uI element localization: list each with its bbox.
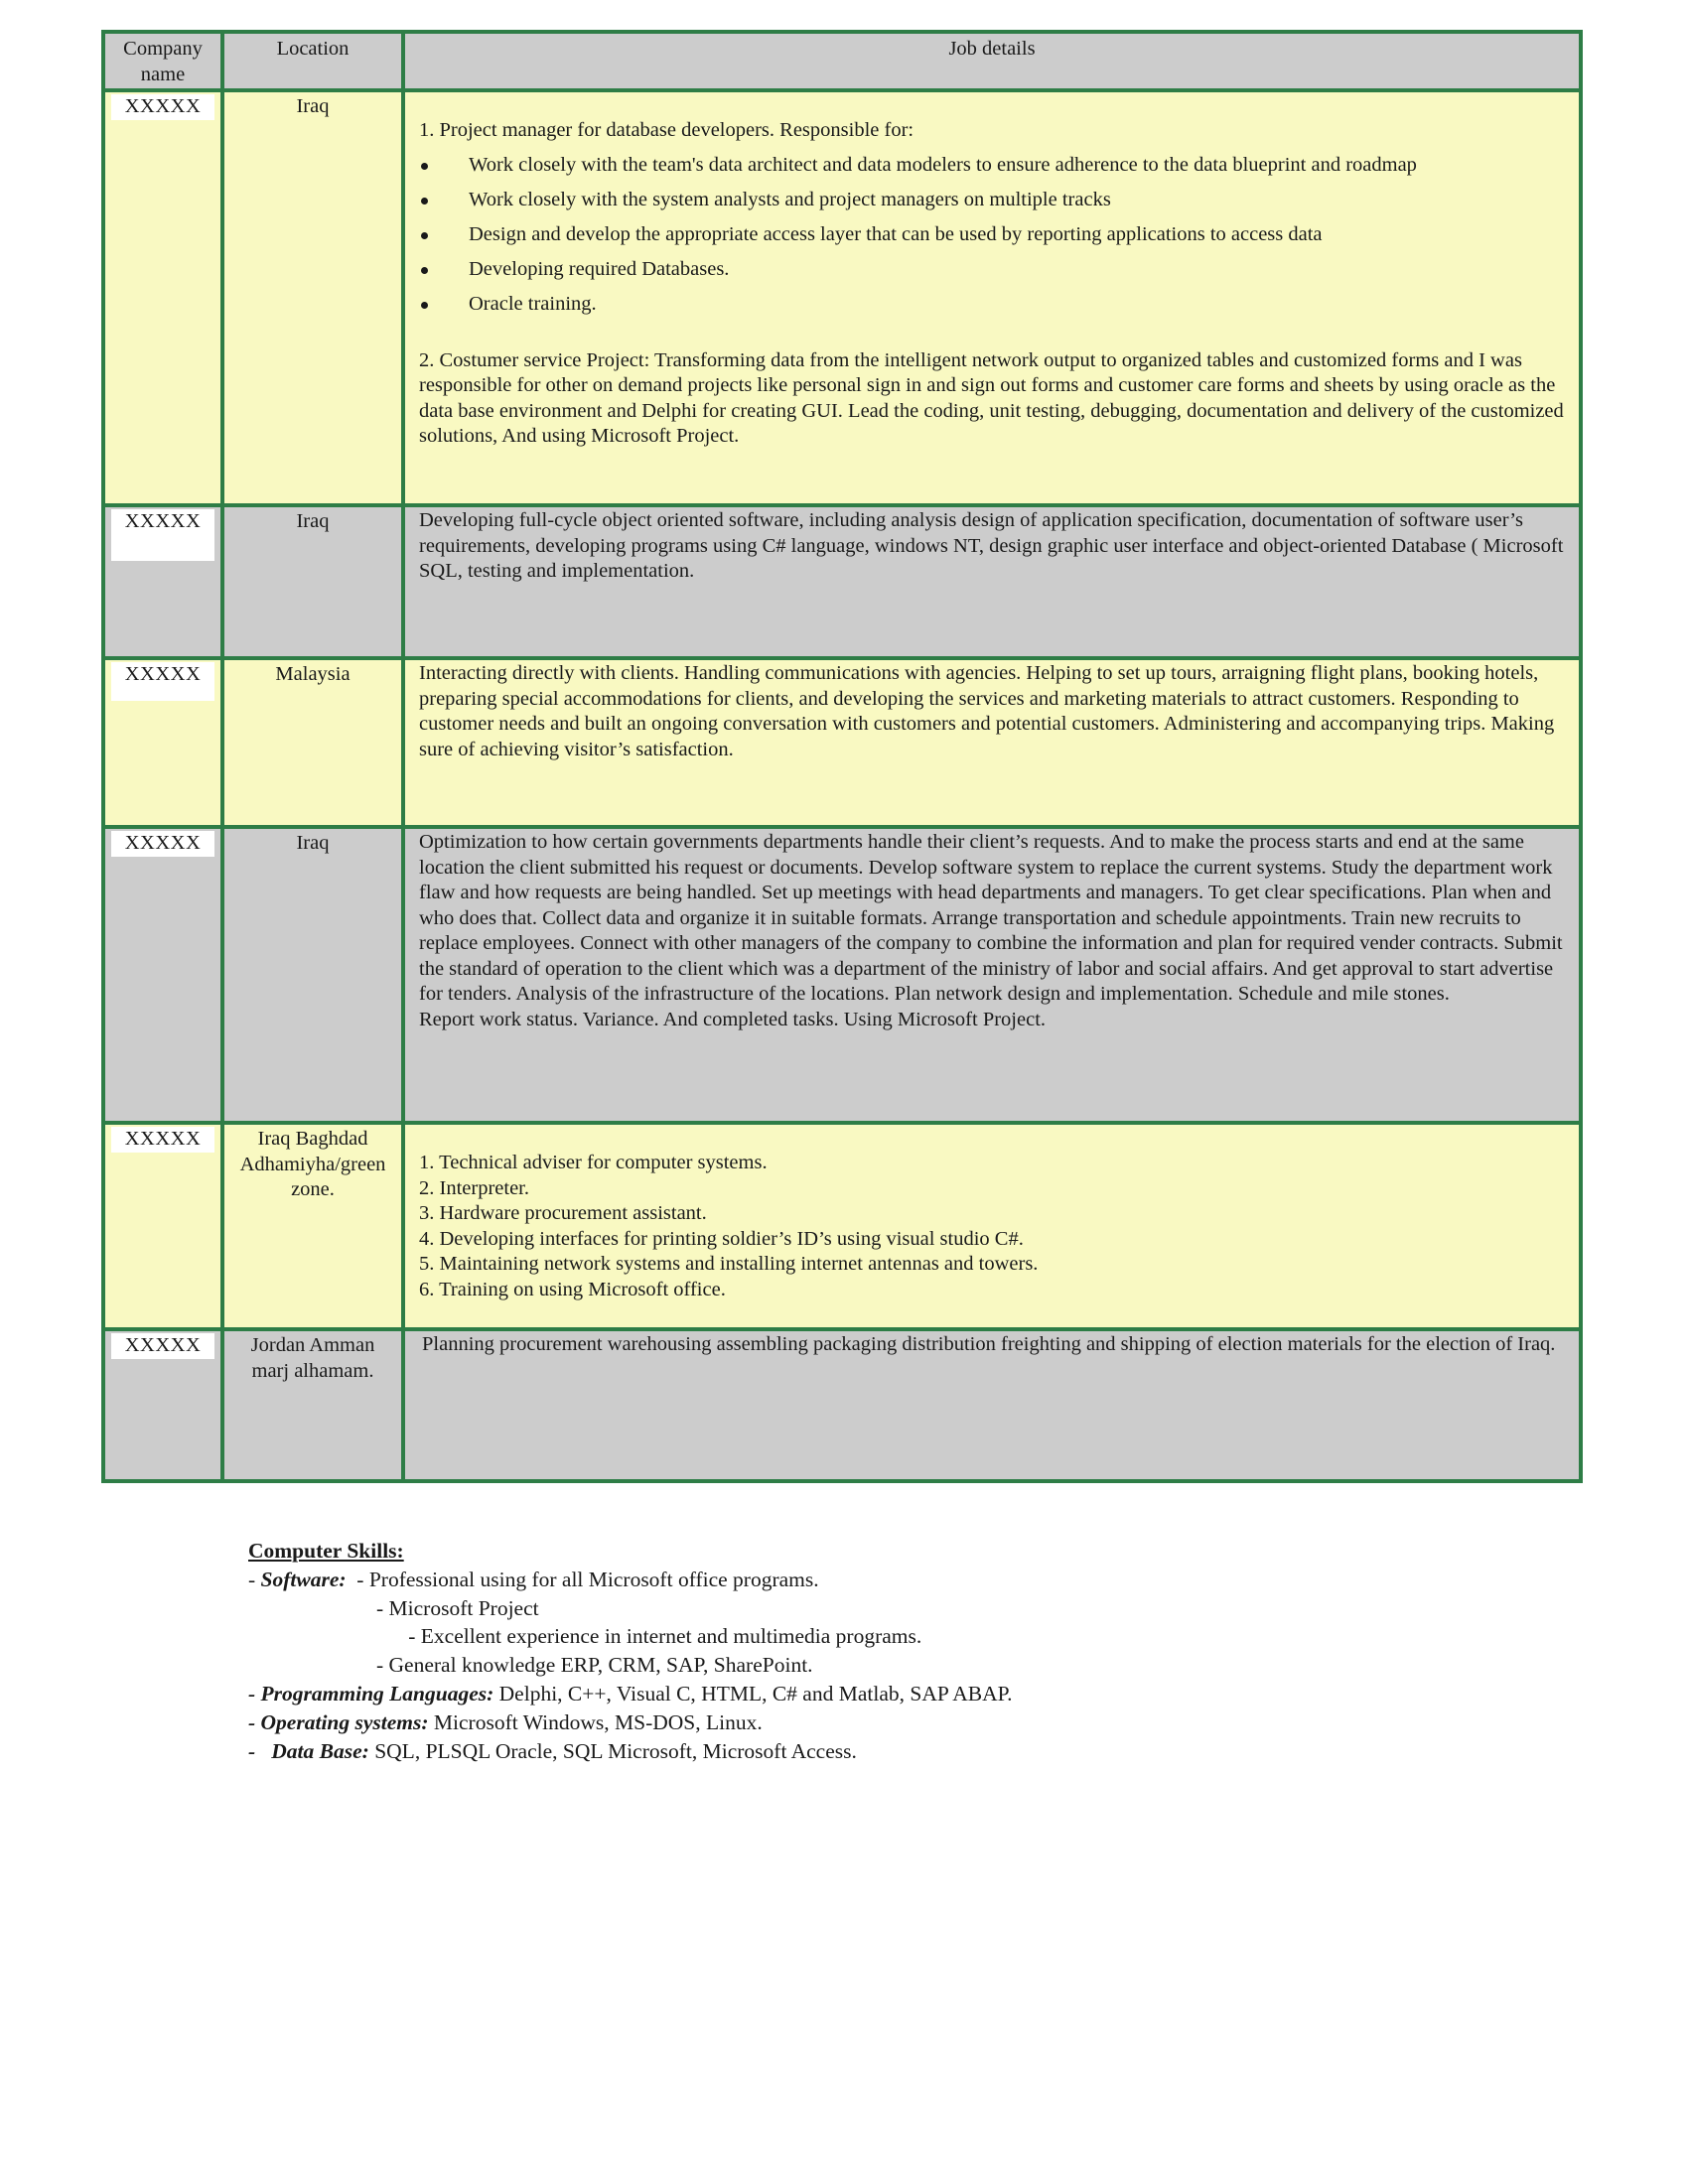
job-details-cell [403,827,1581,1123]
job-paragraph: Planning procurement warehousing assembling packaging distribution freighting and shipping of election materials for the election of Iraq. [422,1333,1556,1355]
list-item: 5. Maintaining network systems and installing internet antennas and towers. [419,1253,1039,1275]
os-value: Microsoft Windows, MS-DOS, Linux. [428,1709,763,1734]
job-details-cell [403,1329,1581,1481]
job-paragraph: Optimization to how certain governments departments handle their client’s requests. And to make the process starts and end at the same location the client submitted his request or documents. Develop software system to replace the current systems. Study the department work flaw and how requests are being handled. Set up meetings with head departments and managers. To get clear specifications. Plan when and who does that. Collect data and organize it in suitable formats. Arrange transportation and schedule appointments. Train new recruits to replace employees. Connect with other managers of the company to combine the information and plan for required vender contracts. Submit the standard of operation to the client which was a department of the ministry of labor and social affairs. And get approval to start advertise for tenders. Analysis of the infrastructure of the locations. Plan network design and implementation. Schedule and mile stones. [419,831,1563,1005]
job-paragraph: Interacting directly with clients. Handling communications with agencies. Helping to set up tours, arraigning flight plans, booking hotels, preparing special accommodations for clients, and developing the services and marketing materials to attract customers. Responding to customer needs and built an ongoing conversation with customers and potential customers. Administering and accompanying trips. Making sure of achieving visitor’s satisfaction. [419,662,1555,760]
software-line [248,1566,1539,1594]
job-details-cell [403,505,1581,658]
company-cell [103,827,222,1123]
job-details-cell [403,1123,1581,1329]
header-location: Location [222,32,403,90]
software-item: - General knowledge ERP, CRM, SAP, SharePoint. [248,1653,813,1678]
location-cell: Jordan Amman marj alhamam. [222,1329,403,1481]
table-row [103,827,1581,1123]
company-name: XXXXX [111,94,214,120]
software-label: Software: [260,1567,347,1591]
location-cell: Iraq Baghdad Adhamiyha/green zone. [222,1123,403,1329]
company-cell [103,505,222,658]
list-item: Oracle training. [419,292,1567,318]
table-row [103,1123,1581,1329]
job-paragraph: 2. Costumer service Project: Transforming data from the intelligent network output to organized tables and customized forms and I was responsible for other on demand projects like personal sign in and sign out forms and customer care forms and sheets by using oracle as the data base environment and Delphi for creating GUI. Lead the coding, unit testing, debugging, documentation and delivery of the customized solutions, And using Microsoft Project. [419,348,1564,448]
duties-list [419,1151,1567,1302]
software-prefix: - [248,1567,261,1591]
list-item: 3. Hardware procurement assistant. [419,1202,707,1224]
location-cell: Malaysia [222,658,403,827]
company-name: XXXXX [111,1333,214,1359]
table-row [103,1329,1581,1481]
list-item: 1. Technical adviser for computer systems. [419,1152,768,1173]
header-company: Company name [103,32,222,90]
company-cell [103,90,222,505]
database-label: - Data Base: [248,1738,369,1763]
job-paragraph: Developing full-cycle object oriented software, including analysis design of application specification, documentation of software user’s requirements, developing programs using C# language, windows NT, design graphic user interface and object-oriented Database ( Microsoft SQL, testing and implementation. [419,509,1564,582]
job-intro: 1. Project manager for database developers. Responsible for: [419,119,914,141]
software-item: - Professional using for all Microsoft office programs. [346,1567,819,1591]
database-value: SQL, PLSQL Oracle, SQL Microsoft, Microsoft Access. [368,1738,857,1763]
table-row [103,658,1581,827]
company-cell [103,658,222,827]
responsibility-list [419,153,1567,318]
computer-skills-section [248,1537,1539,1765]
os-label: - Operating systems: [248,1709,429,1734]
location-cell: Iraq [222,827,403,1123]
list-item: Work closely with the team's data architect and data modelers to ensure adherence to the data blueprint and roadmap [419,153,1567,179]
company-cell [103,1123,222,1329]
section-title: Computer Skills: [248,1539,404,1563]
job-history-table [101,30,1583,1483]
job-details-cell [403,658,1581,827]
software-item: - Microsoft Project [248,1595,539,1620]
programming-value: Delphi, C++, Visual C, HTML, C# and Matlab, SAP ABAP. [493,1681,1013,1706]
programming-label: - Programming Languages: [248,1681,494,1706]
company-name: XXXXX [111,1127,214,1153]
table-header-row [103,32,1581,90]
database-line [248,1737,1539,1766]
os-line [248,1708,1539,1737]
company-cell [103,1329,222,1481]
table-row [103,505,1581,658]
company-name: XXXXX [111,509,214,561]
table-row [103,90,1581,505]
programming-line [248,1680,1539,1708]
software-item: - Excellent experience in internet and multimedia programs. [248,1624,922,1649]
list-item: 6. Training on using Microsoft office. [419,1278,726,1300]
header-job-details: Job details [403,32,1581,90]
company-name: XXXXX [111,831,214,857]
location-cell: Iraq [222,90,403,505]
list-item: 4. Developing interfaces for printing soldier’s ID’s using visual studio C#. [419,1227,1024,1250]
list-item: 2. Interpreter. [419,1176,529,1199]
company-name: XXXXX [111,662,214,701]
list-item: Developing required Databases. [419,257,1567,283]
location-cell: Iraq [222,505,403,658]
job-details-cell [403,90,1581,505]
list-item: Design and develop the appropriate access layer that can be used by reporting applications to access data [419,222,1567,248]
job-paragraph-extra: Report work status. Variance. And completed tasks. Using Microsoft Project. [419,1008,1047,1030]
list-item: Work closely with the system analysts and project managers on multiple tracks [419,188,1567,213]
